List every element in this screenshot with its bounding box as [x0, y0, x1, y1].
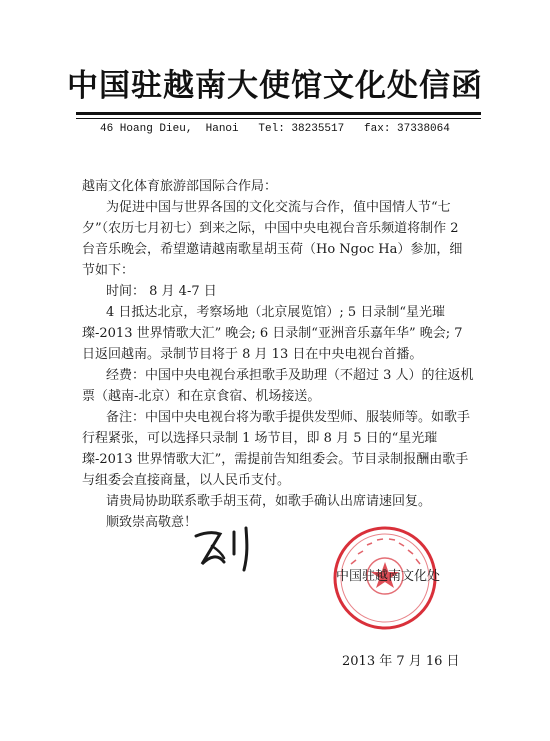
- salutation: 越南文化体育旅游部国际合作局：: [82, 179, 278, 194]
- paragraph-remarks: 备注：中国中央电视台将为歌手提供发型师、服装师等。如歌手行程紧张，可以选择只录制 1 场节目，即 8 月 5 日的“星光璀璨-2013 世界情歌大汇”，需提前告知组委会。节目录制报酬由歌手与组委会直接商量，以人民币支付。: [82, 410, 471, 488]
- handwritten-signature: [190, 524, 260, 574]
- letterhead-title: 中国驻越南大使馆文化处信函: [67, 68, 483, 104]
- sender-name: 中国驻越南文化处: [336, 569, 441, 584]
- letterhead-contact: 46 Hoang Dieu, Hanoi Tel: 38235517 fax: 37338064: [100, 123, 450, 135]
- paragraph-time: 时间： 8 月 4-7 日: [106, 284, 217, 299]
- paragraph-closing: 顺致崇高敬意！: [106, 515, 198, 530]
- letterhead-rule-thick: [76, 112, 481, 115]
- paragraph-request: 请贵局协助联系歌手胡玉荷，如歌手确认出席请速回复。: [106, 494, 432, 509]
- paragraph-schedule: 4 日抵达北京，考察场地（北京展览馆）; 5 日录制“星光璀璨-2013 世界情歌大汇” 晚会; 6 日录制“亚洲音乐嘉年华” 晚会; 7 日返回越南。录制节目将于 8 月 13 日在中央电视台首播。: [82, 305, 463, 362]
- paragraph-intro: 为促进中国与世界各国的文化交流与合作，值中国情人节“七夕”（农历七月初七）到来之际，中国中央电视台音乐频道将制作 2 台音乐晚会，希望邀请越南歌星胡玉荷（Ho Ngoc Ha）参加，细节如下：: [82, 200, 463, 278]
- letterhead-rule-thin: [76, 118, 481, 119]
- paragraph-funding: 经费：中国中央电视台承担歌手及助理（不超过 3 人）的往返机票（越南-北京）和在京食宿、机场接送。: [82, 368, 474, 404]
- letter-date: 2013 年 7 月 16 日: [342, 654, 460, 669]
- letter-body: [82, 176, 474, 533]
